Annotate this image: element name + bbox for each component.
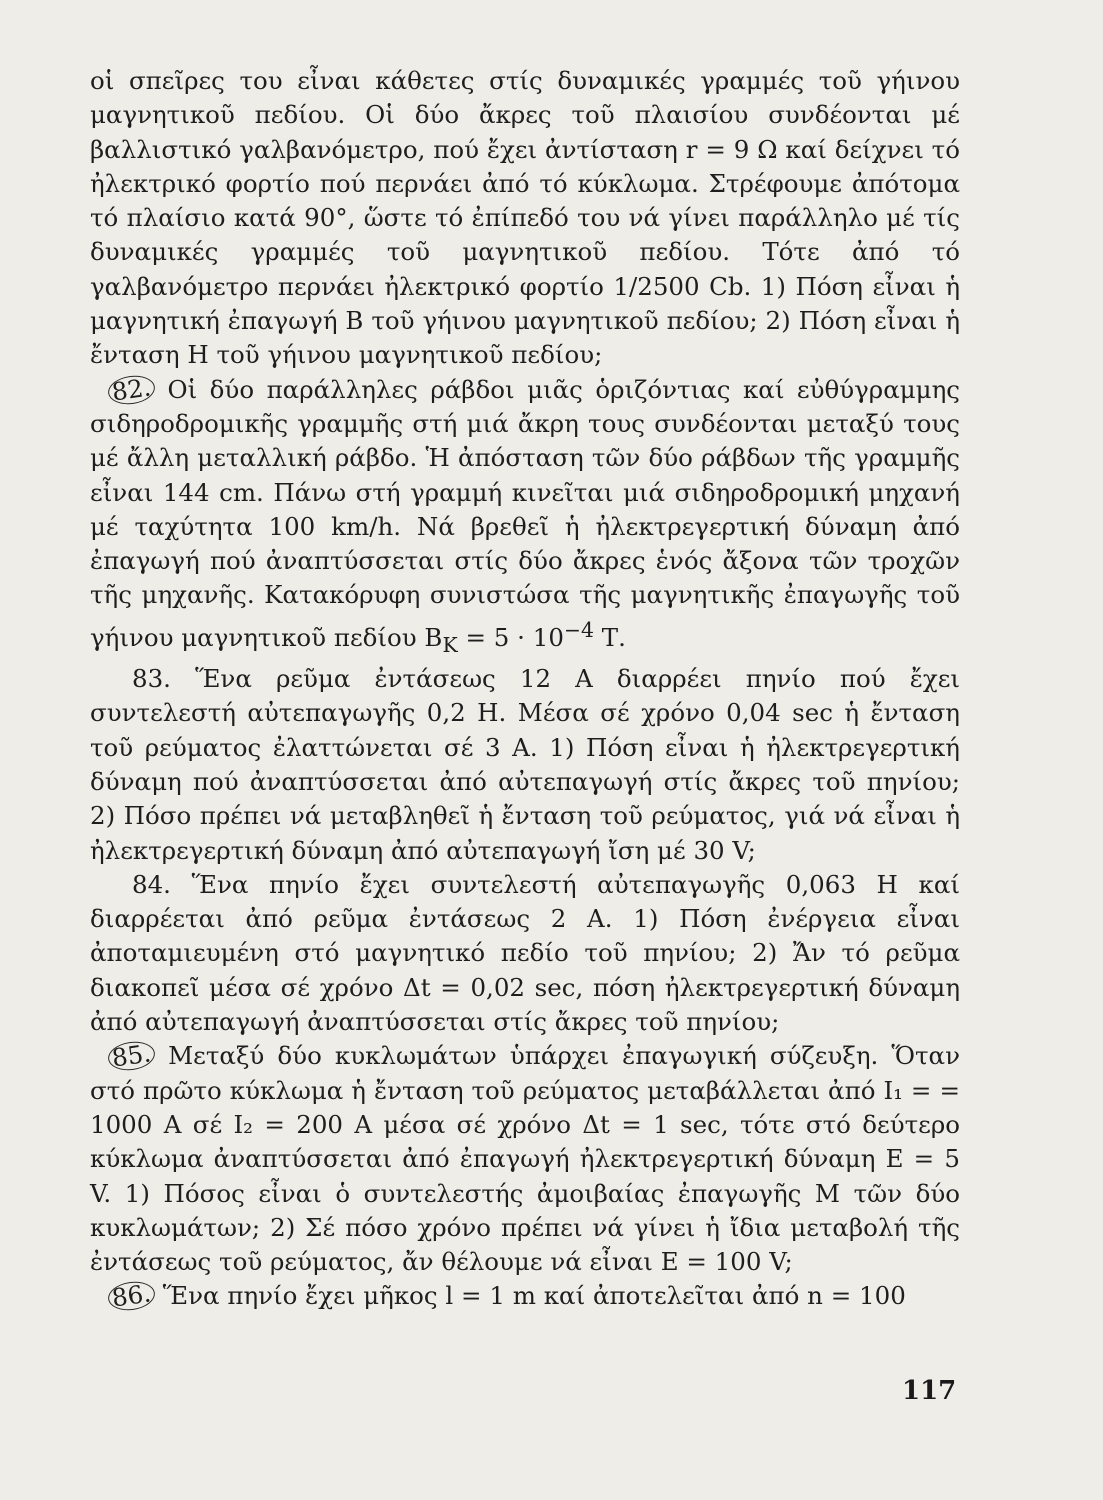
problem-86 — [90, 1279, 960, 1313]
problem-number: 83. — [132, 664, 171, 694]
paragraph-text: Οἱ δύο παράλληλες ράβδοι μιᾶς ὁριζόντιας καί εὐθύγραμμης σιδηροδρομικῆς γραμμῆς στή μιά ἄκρη τους συνδέονται μεταξύ τους μέ ἄλλη μεταλλική ράβδο. Ἡ ἀπόσταση τῶν δύο ράβδων τῆς γραμμῆς εἶναι 144 cm. Πάνω στή γραμμή κινεῖται μιά σιδηροδρομική μηχανή μέ ταχύτητα 100 km/h. Νά βρεθεῖ ἡ ἠλεκτρεγερτική δύναμη ἀπό ἐπαγωγή πού ἀναπτύσσεται στίς δύο ἄκρες ἑνός ἄξονα τῶν τροχῶν τῆς μηχανῆς. Κατακόρυφη συνιστώσα τῆς μαγνητικῆς ἐπαγωγῆς τοῦ γήινου μαγνητικοῦ πεδίου Β — [90, 374, 960, 652]
formula-unit: Τ. — [594, 622, 626, 652]
problem-85 — [90, 1039, 960, 1279]
formula-value: = 5 · 10 — [457, 622, 564, 652]
problem-83 — [90, 662, 960, 868]
paragraph-text: Μεταξύ δύο κυκλωμάτων ὑπάρχει ἐπαγωγική σύζευξη. Ὅταν στό πρῶτο κύκλωμα ἡ ἔνταση τοῦ ρεύματος μεταβάλλεται ἀπό Ι₁ = = 1000 Α σέ Ι₂ = 200 Α μέσα σέ χρόνο Δt = 1 sec, τότε στό δεύτερο κύκλωμα ἀναπτύσσεται ἀπό ἐπαγωγή ἠλεκτρεγερτική δύναμη Ε = 5 V. 1) Πόσος εἶναι ὁ συντελεστής ἀμοιβαίας ἐπαγωγῆς Μ τῶν δύο κυκλωμάτων; 2) Σέ πόσο χρόνο πρέπει νά γίνει ἡ ἴδια μεταβολή τῆς ἐντάσεως τοῦ ρεύματος, ἄν θέλουμε νά εἶναι Ε = 100 V; — [90, 1041, 960, 1277]
subscript-k: Κ — [442, 632, 458, 657]
paragraph-text: Ἕνα ρεῦμα ἐντάσεως 12 Α διαρρέει πηνίο πού ἔχει συντελεστή αὐτεπαγωγῆς 0,2 Η. Μέσα σέ χρόνο 0,04 sec ἡ ἔνταση τοῦ ρεύματος ἐλαττώνεται σέ 3 Α. 1) Πόση εἶναι ἡ ἠλεκτρεγερτική δύναμη πού ἀναπτύσσεται ἀπό αὐτεπαγωγή στίς ἄκρες τοῦ πηνίου; 2) Πόσο πρέπει νά μεταβληθεῖ ἡ ἔνταση τοῦ ρεύματος, γιά νά εἶναι ἡ ἠλεκτρεγερτική δύναμη ἀπό αὐτεπαγωγή ἴση μέ 30 V; — [90, 664, 960, 865]
circled-problem-number: 82. — [106, 373, 156, 407]
circled-problem-number: 85. — [106, 1039, 156, 1073]
paragraph-text: Ἕνα πηνίο ἔχει συντελεστή αὐτεπαγωγῆς 0,063 Η καί διαρρέεται ἀπό ρεῦμα ἐντάσεως 2 Α. 1) Πόση ἐνέργεια εἶναι ἀποταμιευμένη στό μαγνητικό πεδίο τοῦ πηνίου; 2) Ἄν τό ρεῦμα διακοπεῖ μέσα σέ χρόνο Δt = 0,02 sec, πόση ἠλεκτρεγερτική δύναμη ἀπό αὐτεπαγωγή ἀναπτύσσεται στίς ἄκρες τοῦ πηνίου; — [90, 869, 960, 1037]
circled-problem-number: 86. — [106, 1279, 156, 1313]
problem-number: 84. — [132, 869, 171, 899]
paragraph-text: οἱ σπεῖρες του εἶναι κάθετες στίς δυναμικές γραμμές τοῦ γήινου μαγνητικοῦ πεδίου. Οἱ δύο ἄκρες τοῦ πλαισίου συνδέονται μέ βαλλιστικό γαλβανόμετρο, πού ἔχει ἀντίσταση r = 9 Ω καί δείχνει τό ἠλεκτρικό φορτίο πού περνάει ἀπό τό κύκλωμα. Στρέφουμε ἀπότομα τό πλαίσιο κατά 90°, ὥστε τό ἐπίπεδό του νά γίνει παράλληλο μέ τίς δυναμικές γραμμές τοῦ μαγνητικοῦ πεδίου. Τότε ἀπό τό γαλβανόμετρο περνάει ἠλεκτρικό φορτίο 1/2500 Cb. 1) Πόση εἶναι ἡ μαγνητική ἐπαγωγή Β τοῦ γήινου μαγνητικοῦ πεδίου; 2) Πόση εἶναι ἡ ἔνταση Η τοῦ γήινου μαγνητικοῦ πεδίου; — [90, 66, 960, 370]
paragraph-81-continuation — [90, 64, 960, 373]
paragraph-text: Ἕνα πηνίο ἔχει μῆκος l = 1 m καί ἀποτελεῖται ἀπό n = 100 — [162, 1281, 906, 1311]
problem-82 — [90, 373, 960, 662]
problem-84 — [90, 868, 960, 1039]
formula-exponent: −4 — [563, 617, 595, 642]
page-text — [90, 64, 960, 1314]
page-number: 117 — [902, 1376, 957, 1406]
